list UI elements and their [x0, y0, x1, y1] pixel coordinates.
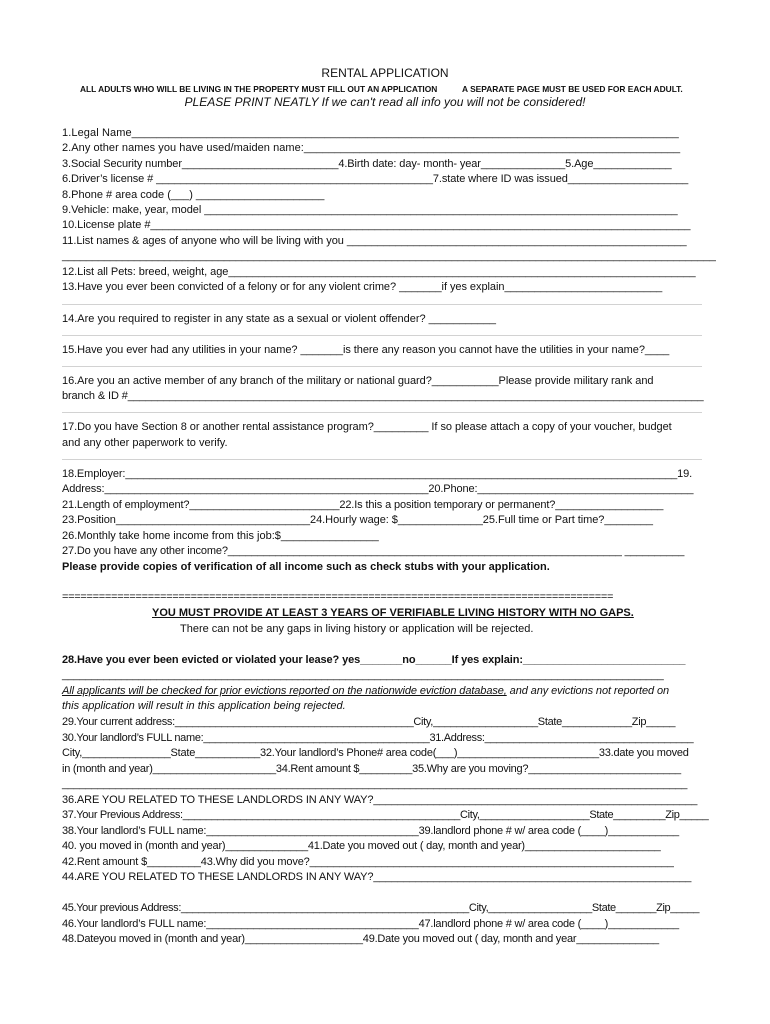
field-current-address[interactable]: 29.Your current address:_________________________________________City,__________________State____________Zip_____	[62, 716, 676, 728]
field-other-income[interactable]: 27.Do you have any other income?__________________________________________________________________ __________	[62, 545, 685, 557]
field-felony[interactable]: 13.Have you ever been convicted of a felony or for any violent crime? _______if yes explain__________________________	[62, 281, 663, 293]
adults-instruction: ALL ADULTS WHO WILL BE LIVING IN THE PROPERTY MUST FILL OUT AN APPLICATION	[80, 84, 438, 94]
field-section-8[interactable]: 17.Do you have Section 8 or another rental assistance program?_________ If so please attach a copy of your voucher, budget	[62, 421, 672, 433]
field-previous-landlord-1[interactable]: 38.Your landlord’s FULL name:____________________________________39.landlord phone # w/ area code (____)____________	[62, 825, 679, 837]
field-occupants-continued[interactable]: _____________________________________________________________________________________________________________	[62, 250, 716, 262]
field-previous-address-2[interactable]: 45.Your previous Address:__________________________________________________City,__________________State_______Zip_____	[62, 902, 700, 914]
form-title: RENTAL APPLICATION	[321, 66, 449, 80]
field-ssn-birthdate-age[interactable]: 3.Social Security number__________________________4.Birth date: day- month- year______________5.Age_____________	[62, 158, 672, 170]
eviction-database-notice-underlined: All applicants will be checked for prior evictions reported on the nationwide eviction database,	[62, 685, 507, 697]
field-previous-dates-2[interactable]: 48.Dateyou moved in (month and year)____________________49.Date you moved out ( day, month and year______________	[62, 933, 659, 945]
divider	[62, 412, 702, 413]
field-current-landlord[interactable]: 30.Your landlord’s FULL name:_______________________________________31.Address:____________________________________	[62, 732, 694, 744]
field-utilities[interactable]: 15.Have you ever had any utilities in your name? _______is there any reason you cannot have the utilities in your name?____	[62, 344, 670, 356]
field-position-wage[interactable]: 23.Position________________________________24.Hourly wage: $______________25.Full time or Part time?________	[62, 514, 653, 526]
field-phone[interactable]: 8.Phone # area code (___) _____________________	[62, 189, 325, 201]
field-legal-name[interactable]: 1.Legal Name________________________________________________________________________________________	[62, 127, 679, 139]
eviction-database-notice	[62, 684, 669, 698]
income-verification-note: Please provide copies of verification of all income such as check stubs with your application.	[62, 561, 550, 573]
field-offender-registration[interactable]: 14.Are you required to register in any state as a sexual or violent offender? ___________	[62, 313, 496, 325]
divider	[62, 459, 702, 460]
field-pets[interactable]: 12.List all Pets: breed, weight, age_____________________________________________________________________________	[62, 266, 696, 278]
field-drivers-license[interactable]: 6.Driver’s license # ______________________________________________7.state where ID was issued____________________	[62, 173, 689, 185]
field-employment-length[interactable]: 21.Length of employment?_________________________22.Is this a position temporary or permanent?__________________	[62, 499, 664, 511]
field-previous-landlord-2[interactable]: 46.Your landlord’s FULL name:____________________________________47.landlord phone # w/ area code (____)____________	[62, 918, 679, 930]
field-military-branch[interactable]: branch & ID #________________________________________________________________________________________________	[62, 390, 704, 402]
divider	[62, 335, 702, 336]
print-neatly-notice: PLEASE PRINT NEATLY If we can't read all info you will not be considered!	[184, 95, 586, 109]
eviction-database-notice-rest: and any evictions not reported on	[506, 685, 670, 697]
field-previous-rent-1[interactable]: 42.Rent amount $_________43.Why did you move?_____________________________________________________________	[62, 856, 674, 868]
eviction-rejection-notice: this application will result in this application being rejected.	[62, 700, 346, 712]
field-vehicle[interactable]: 9.Vehicle: make, year, model ______________________________________________________________________________	[62, 204, 678, 216]
field-occupants[interactable]: 11.List names & ages of anyone who will be living with you ________________________________________________________	[62, 235, 687, 247]
field-current-rent[interactable]: in (month and year)_____________________34.Rent amount $_________35.Why are you moving?__________________________	[62, 763, 681, 775]
field-other-names[interactable]: 2.Any other names you have used/maiden name:_____________________________________________________________	[62, 142, 681, 154]
field-related-previous-landlord-1[interactable]: 44.ARE YOU RELATED TO THESE LANDLORDS IN ANY WAY?_____________________________________________________	[62, 871, 692, 883]
history-subtitle: There can not be any gaps in living history or application will be rejected.	[180, 623, 534, 635]
field-monthly-income[interactable]: 26.Monthly take home income from this job:$________________	[62, 530, 379, 542]
field-employer-address-phone[interactable]: Address:______________________________________________________20.Phone:____________________________________	[62, 483, 694, 495]
divider	[62, 304, 702, 305]
divider	[62, 366, 702, 367]
separate-page-instruction: A SEPARATE PAGE MUST BE USED FOR EACH ADULT.	[462, 84, 683, 94]
history-title: YOU MUST PROVIDE AT LEAST 3 YEARS OF VERIFIABLE LIVING HISTORY WITH NO GAPS.	[152, 607, 634, 619]
field-military[interactable]: 16.Are you an active member of any branch of the military or national guard?___________Please provide military rank and	[62, 375, 654, 387]
field-previous-dates-1[interactable]: 40. you moved in (month and year)______________41.Date you moved out ( day, month and year)_______________________	[62, 840, 661, 852]
field-related-current-landlord[interactable]: 36.ARE YOU RELATED TO THESE LANDLORDS IN ANY WAY?______________________________________________________	[62, 794, 698, 806]
field-eviction-explain[interactable]: ______________________________________________________________________________________________________	[62, 669, 664, 681]
field-previous-address-1[interactable]: 37.Your Previous Address:________________________________________________City,___________________State_________Zip_____	[62, 809, 709, 821]
field-license-plate[interactable]: 10.License plate #_________________________________________________________________________________________	[62, 219, 691, 231]
field-moving-reason-continued[interactable]: __________________________________________________________________________________________________________	[62, 778, 688, 790]
field-employer[interactable]: 18.Employer:____________________________________________________________________________________________19.	[62, 468, 693, 480]
section-8-continued: and any other paperwork to verify.	[62, 437, 228, 449]
field-current-landlord-phone[interactable]: City,_______________State___________32.Your landlord’s Phone# area code(___)________________________33.date you moved	[62, 747, 689, 759]
field-evicted[interactable]: 28.Have you ever been evicted or violated your lease? yes_______no______If yes explain:___________________________	[62, 654, 686, 666]
equals-divider: ==========================================================================================	[62, 591, 614, 603]
